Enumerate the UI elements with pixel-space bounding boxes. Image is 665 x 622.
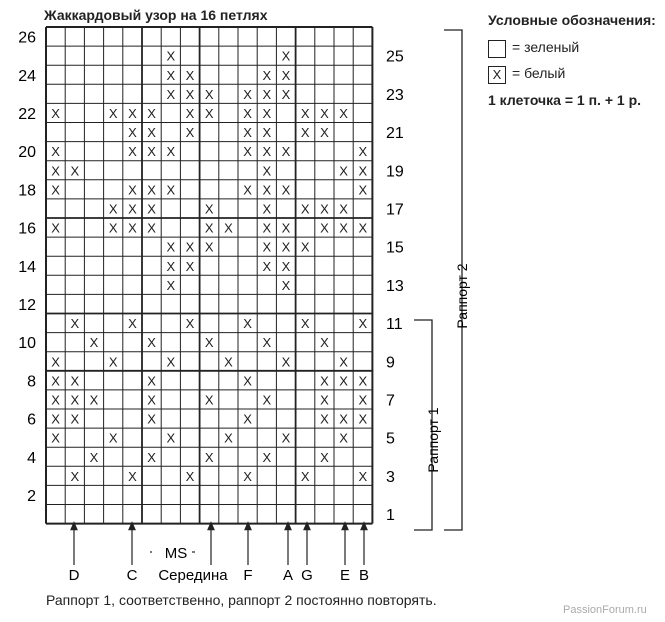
x-mark: X — [320, 220, 329, 236]
x-mark: X — [185, 316, 195, 332]
x-mark: X — [358, 316, 368, 332]
x-mark: X — [358, 220, 368, 236]
x-mark: X — [204, 392, 214, 408]
x-mark: X — [204, 86, 214, 102]
x-mark: X — [128, 316, 137, 332]
x-mark: X — [204, 105, 214, 121]
grid-cells — [51, 49, 367, 484]
right-row-number: 25 — [386, 48, 404, 66]
right-row-number: 13 — [386, 277, 404, 295]
x-mark: X — [89, 449, 99, 465]
x-mark: X — [185, 105, 195, 121]
x-mark: X — [339, 411, 348, 427]
x-mark: X — [281, 277, 291, 293]
x-mark: X — [185, 125, 195, 141]
x-mark: X — [89, 392, 99, 408]
caption: Раппорт 1, соответственно, раппорт 2 постоянно повторять. — [46, 592, 437, 608]
x-mark: X — [51, 105, 60, 121]
marker-f: F — [243, 567, 253, 584]
x-mark: X — [243, 373, 252, 389]
x-mark: X — [243, 144, 252, 160]
x-mark: X — [339, 220, 348, 236]
left-row-number: 12 — [18, 296, 36, 314]
right-row-number: 9 — [386, 354, 395, 372]
x-mark: X — [147, 335, 156, 351]
x-mark: X — [281, 239, 291, 255]
x-mark: X — [300, 468, 310, 484]
right-row-number: 19 — [386, 163, 404, 181]
x-mark: X — [147, 125, 156, 141]
x-mark: X — [108, 220, 118, 236]
x-mark: X — [70, 316, 80, 332]
x-mark: X — [70, 163, 80, 179]
x-mark: X — [262, 125, 272, 141]
x-mark: X — [185, 468, 195, 484]
legend-ratio: 1 клеточка = 1 п. + 1 р. — [488, 92, 642, 108]
x-mark: X — [185, 86, 195, 102]
x-mark: X — [166, 258, 176, 274]
x-mark: X — [128, 182, 137, 198]
x-mark: X — [51, 163, 60, 179]
x-mark: X — [224, 430, 233, 446]
x-mark: X — [51, 392, 60, 408]
x-mark: X — [262, 86, 272, 102]
x-mark: X — [281, 354, 291, 370]
x-mark: X — [281, 48, 291, 64]
x-mark: X — [166, 182, 176, 198]
x-mark: X — [51, 411, 60, 427]
marker-g: G — [301, 567, 313, 584]
x-mark: X — [204, 239, 214, 255]
x-mark: X — [51, 430, 60, 446]
x-mark: X — [300, 105, 310, 121]
x-mark: X — [262, 201, 272, 217]
x-mark: X — [262, 220, 272, 236]
left-row-number: 18 — [18, 182, 36, 200]
x-mark: X — [281, 86, 291, 102]
ms-label: MS — [164, 545, 188, 562]
left-row-number: 24 — [18, 67, 36, 85]
marker-e: E — [339, 567, 351, 584]
x-mark: X — [358, 411, 368, 427]
x-mark: X — [147, 411, 156, 427]
x-mark: X — [281, 67, 291, 83]
x-mark: X — [262, 392, 272, 408]
x-mark: X — [147, 392, 156, 408]
x-mark: X — [243, 125, 252, 141]
x-mark: X — [51, 220, 60, 236]
x-mark: X — [262, 163, 272, 179]
x-mark: X — [262, 335, 272, 351]
x-mark: X — [185, 239, 195, 255]
x-mark: X — [262, 144, 272, 160]
x-mark: X — [128, 220, 137, 236]
x-mark: X — [281, 182, 291, 198]
x-mark: X — [147, 220, 156, 236]
x-mark: X — [185, 67, 195, 83]
x-mark: X — [89, 335, 99, 351]
x-mark: X — [281, 144, 291, 160]
x-mark: X — [262, 67, 272, 83]
x-mark: X — [128, 144, 137, 160]
x-mark: X — [358, 392, 368, 408]
x-mark: X — [166, 86, 176, 102]
x-mark: X — [300, 125, 310, 141]
x-mark: X — [243, 182, 252, 198]
x-mark: X — [262, 239, 272, 255]
x-mark: X — [320, 105, 329, 121]
x-mark: X — [147, 182, 156, 198]
x-mark: X — [300, 239, 310, 255]
x-mark: X — [320, 201, 329, 217]
left-row-number: 14 — [18, 258, 36, 276]
x-mark: X — [147, 105, 156, 121]
x-mark: X — [70, 411, 80, 427]
x-mark: X — [128, 201, 137, 217]
x-mark: X — [243, 105, 252, 121]
x-mark: X — [147, 201, 156, 217]
x-mark: X — [262, 449, 272, 465]
x-mark: X — [147, 449, 156, 465]
right-row-number: 21 — [386, 125, 404, 143]
x-mark: X — [51, 354, 60, 370]
x-mark: X — [147, 144, 156, 160]
x-mark: X — [147, 373, 156, 389]
x-mark: X — [339, 201, 348, 217]
right-row-number: 3 — [386, 468, 395, 486]
x-mark: X — [166, 239, 176, 255]
x-mark: X — [243, 86, 252, 102]
x-mark: X — [262, 105, 272, 121]
x-mark: X — [320, 125, 329, 141]
x-mark: X — [166, 277, 176, 293]
left-row-number: 8 — [27, 373, 36, 391]
x-mark: X — [128, 125, 137, 141]
marker-b: B — [358, 567, 370, 584]
right-row-number: 7 — [386, 392, 395, 410]
x-mark: X — [204, 449, 214, 465]
x-mark: X — [128, 468, 137, 484]
x-mark: X — [166, 48, 176, 64]
left-row-number: 4 — [27, 449, 36, 467]
x-mark: X — [70, 468, 80, 484]
left-row-number: 2 — [27, 487, 36, 505]
x-mark: X — [185, 258, 195, 274]
left-row-numbers — [18, 30, 36, 505]
x-mark: X — [204, 335, 214, 351]
x-mark: X — [320, 411, 329, 427]
x-mark: X — [358, 144, 368, 160]
x-mark: X — [224, 354, 233, 370]
x-mark: X — [281, 430, 291, 446]
x-mark: X — [243, 316, 252, 332]
x-mark: X — [358, 373, 368, 389]
x-mark: X — [358, 468, 368, 484]
x-mark: X — [300, 316, 310, 332]
left-row-number: 10 — [18, 335, 36, 353]
x-mark: X — [204, 220, 214, 236]
left-row-number: 6 — [27, 411, 36, 429]
x-mark: X — [51, 373, 60, 389]
x-mark: X — [281, 258, 291, 274]
x-mark: X — [281, 220, 291, 236]
chart-title: Жаккардовый узор на 16 петлях — [44, 7, 268, 23]
legend-white-label: = белый — [512, 65, 566, 81]
legend-white-swatch: X — [488, 66, 506, 84]
x-mark: X — [358, 182, 368, 198]
x-mark: X — [204, 201, 214, 217]
left-row-number: 26 — [18, 29, 36, 47]
x-mark: X — [339, 373, 348, 389]
x-mark: X — [339, 105, 348, 121]
x-mark: X — [320, 392, 329, 408]
x-mark: X — [166, 354, 176, 370]
x-mark: X — [108, 354, 118, 370]
x-mark: X — [339, 163, 348, 179]
legend-heading: Условные обозначения: — [488, 12, 656, 28]
right-row-number: 5 — [386, 430, 395, 448]
marker-a: A — [282, 567, 294, 584]
x-mark: X — [128, 105, 137, 121]
x-mark: X — [51, 144, 60, 160]
right-row-number: 15 — [386, 239, 404, 257]
repeat1-label: Раппорт 1 — [425, 407, 441, 473]
legend-green-label: = зеленый — [512, 39, 580, 55]
bottom-arrows — [71, 523, 367, 565]
left-row-number: 16 — [18, 220, 36, 238]
marker-center: Середина — [158, 567, 228, 584]
x-mark: X — [262, 182, 272, 198]
x-mark: X — [339, 354, 348, 370]
x-mark: X — [51, 182, 60, 198]
right-row-number: 11 — [386, 316, 403, 334]
x-mark: X — [358, 163, 368, 179]
x-mark: X — [339, 430, 348, 446]
x-mark: X — [320, 373, 329, 389]
x-mark: X — [300, 201, 310, 217]
watermark: PassionForum.ru — [563, 604, 647, 616]
right-row-number: 23 — [386, 86, 404, 104]
right-row-number: 17 — [386, 201, 404, 219]
x-mark: X — [262, 258, 272, 274]
x-mark: X — [243, 468, 252, 484]
x-mark: X — [108, 201, 118, 217]
x-mark: X — [224, 220, 233, 236]
right-row-numbers — [386, 49, 404, 524]
left-row-number: 22 — [18, 105, 36, 123]
x-mark: X — [320, 335, 329, 351]
marker-d: D — [68, 567, 80, 584]
x-mark: X — [166, 67, 176, 83]
repeat2-label: Раппорт 2 — [454, 263, 470, 329]
left-row-number: 20 — [18, 144, 36, 162]
x-mark: X — [243, 411, 252, 427]
x-mark: X — [108, 430, 118, 446]
x-mark: X — [70, 392, 80, 408]
x-mark: X — [70, 373, 80, 389]
x-mark: X — [320, 449, 329, 465]
marker-c: C — [126, 567, 138, 584]
x-mark: X — [108, 105, 118, 121]
x-mark: X — [166, 144, 176, 160]
x-mark: X — [166, 430, 176, 446]
right-row-number: 1 — [386, 507, 395, 525]
